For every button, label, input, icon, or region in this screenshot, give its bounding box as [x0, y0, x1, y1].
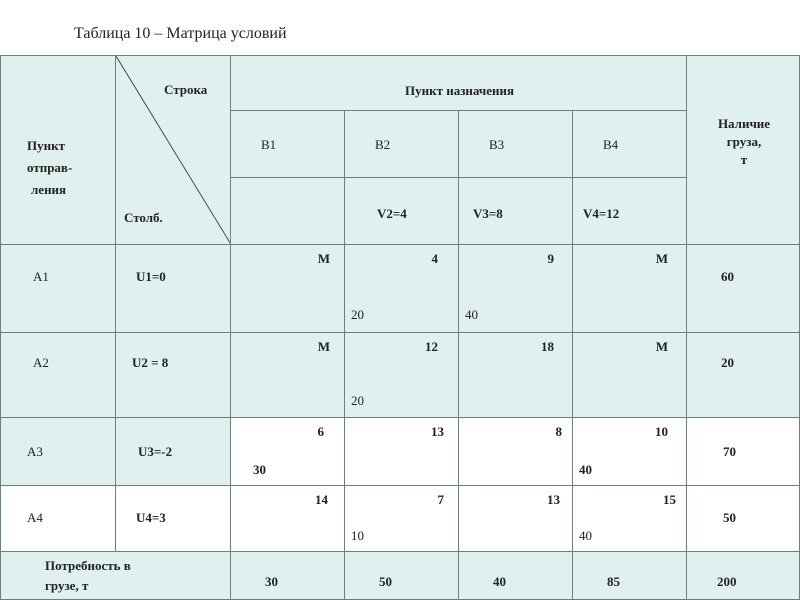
row-a4-name-cell — [0, 485, 116, 552]
demand-cell-b2 — [344, 551, 459, 600]
alloc-a1-b2: 20 — [351, 307, 364, 322]
origin-header-cell — [0, 55, 116, 245]
row-a3-u-cell — [115, 417, 231, 486]
cell-a3-b4 — [572, 417, 687, 486]
cost-a3-b3: 8 — [555, 424, 562, 439]
origin-header-line-2: отправ- — [27, 160, 73, 175]
alloc-a4-b4: 40 — [579, 528, 592, 543]
row-a3-name: А3 — [27, 444, 43, 459]
cost-a2-b2: 12 — [425, 339, 438, 354]
row-a2-name: А2 — [33, 355, 49, 370]
demand-cell-b3 — [458, 551, 573, 600]
demand-cell-b1 — [230, 551, 345, 600]
row-a3-u: U3=-2 — [138, 444, 173, 459]
supply-header-line-3: т — [740, 152, 748, 167]
demand-b1: 30 — [265, 574, 278, 589]
conditions-matrix — [0, 55, 800, 600]
alloc-a1-b3: 40 — [465, 307, 478, 322]
dest-label-b4: В4 — [603, 137, 619, 152]
alloc-a3-b4: 40 — [579, 462, 592, 477]
row-a4-name: А4 — [27, 510, 43, 525]
demand-label-cell — [0, 551, 231, 600]
cell-a2-b2 — [344, 332, 459, 418]
dest-cell-b2 — [344, 110, 459, 178]
cell-a2-b3 — [458, 332, 573, 418]
potential-v2: V2=4 — [377, 206, 407, 221]
demand-total: 200 — [717, 574, 737, 589]
cost-a4-b1: 14 — [315, 492, 328, 507]
cost-a1-b2: 4 — [431, 251, 438, 266]
cell-a3-b2 — [344, 417, 459, 486]
potential-v4: V4=12 — [583, 206, 620, 221]
potential-cell-v2 — [344, 177, 459, 245]
cost-a2-b1: M — [317, 339, 330, 354]
demand-cell-b4 — [572, 551, 687, 600]
row-a3-name-cell — [0, 417, 116, 486]
row-a2-supply: 20 — [721, 355, 734, 370]
alloc-a2-b2: 20 — [351, 393, 364, 408]
col-label: Столб. — [124, 210, 163, 225]
row-a1-name-cell — [0, 244, 116, 333]
cell-a2-b4 — [572, 332, 687, 418]
cell-a4-b1 — [230, 485, 345, 552]
row-a1-supply-cell — [686, 244, 800, 333]
cost-a1-b3: 9 — [547, 251, 554, 266]
row-a2-supply-cell — [686, 332, 800, 418]
cost-a3-b4: 10 — [655, 424, 668, 439]
row-a2-u-cell — [115, 332, 231, 418]
cost-a4-b3: 13 — [547, 492, 560, 507]
row-a1-supply: 60 — [721, 269, 734, 284]
supply-header-line-1: Наличие — [717, 116, 771, 131]
dest-cell-b3 — [458, 110, 573, 178]
cost-a1-b4: M — [655, 251, 668, 266]
row-col-header-cell — [115, 55, 231, 245]
demand-total-cell — [686, 551, 800, 600]
cost-a3-b2: 13 — [431, 424, 444, 439]
origin-header-line-3: ления — [31, 182, 67, 197]
dest-cell-b4 — [572, 110, 687, 178]
row-a1-name: А1 — [33, 269, 49, 284]
cost-a1-b1: M — [317, 251, 330, 266]
potential-cell-v4 — [572, 177, 687, 245]
demand-b4: 85 — [607, 574, 620, 589]
cell-a1-b3 — [458, 244, 573, 333]
dest-label-b3: В3 — [489, 137, 505, 152]
row-a1-u: U1=0 — [136, 269, 166, 284]
cell-a1-b4 — [572, 244, 687, 333]
cell-a3-b1 — [230, 417, 345, 486]
alloc-a4-b2: 10 — [351, 528, 364, 543]
potential-v3: V3=8 — [473, 206, 503, 221]
row-a4-u: U4=3 — [136, 510, 166, 525]
demand-label-line-1: Потребность в — [45, 558, 131, 573]
destination-header-cell — [230, 55, 687, 111]
row-a2-name-cell — [0, 332, 116, 418]
demand-b2: 50 — [379, 574, 392, 589]
table-caption: Таблица 10 – Матрица условий — [74, 25, 287, 42]
row-a3-supply-cell — [686, 417, 800, 486]
destination-label: Пункт назначения — [404, 83, 515, 98]
row-a2-u: U2 = 8 — [132, 355, 169, 370]
cell-a4-b3 — [458, 485, 573, 552]
alloc-a3-b1: 30 — [253, 462, 266, 477]
row-a1-u-cell — [115, 244, 231, 333]
cell-a4-b4 — [572, 485, 687, 552]
cell-a3-b3 — [458, 417, 573, 486]
potential-cell-v1 — [230, 177, 345, 245]
cost-a4-b2: 7 — [437, 492, 444, 507]
origin-header-line-1: Пункт — [27, 138, 65, 153]
row-a4-supply: 50 — [723, 510, 736, 525]
cell-a4-b2 — [344, 485, 459, 552]
cell-a1-b2 — [344, 244, 459, 333]
cell-a1-b1 — [230, 244, 345, 333]
row-label: Строка — [164, 82, 208, 97]
demand-label-line-2: грузе, т — [45, 578, 89, 593]
cost-a2-b3: 18 — [541, 339, 554, 354]
dest-cell-b1 — [230, 110, 345, 178]
row-a4-supply-cell — [686, 485, 800, 552]
potential-cell-v3 — [458, 177, 573, 245]
demand-b3: 40 — [493, 574, 506, 589]
supply-header-cell — [686, 55, 800, 245]
row-a3-supply: 70 — [723, 444, 736, 459]
cost-a4-b4: 15 — [663, 492, 676, 507]
dest-label-b1: В1 — [261, 137, 277, 152]
cell-a2-b1 — [230, 332, 345, 418]
row-a4-u-cell — [115, 485, 231, 552]
dest-label-b2: В2 — [375, 137, 391, 152]
cost-a3-b1: 6 — [317, 424, 324, 439]
cost-a2-b4: M — [655, 339, 668, 354]
supply-header-line-2: груза, — [726, 134, 762, 149]
